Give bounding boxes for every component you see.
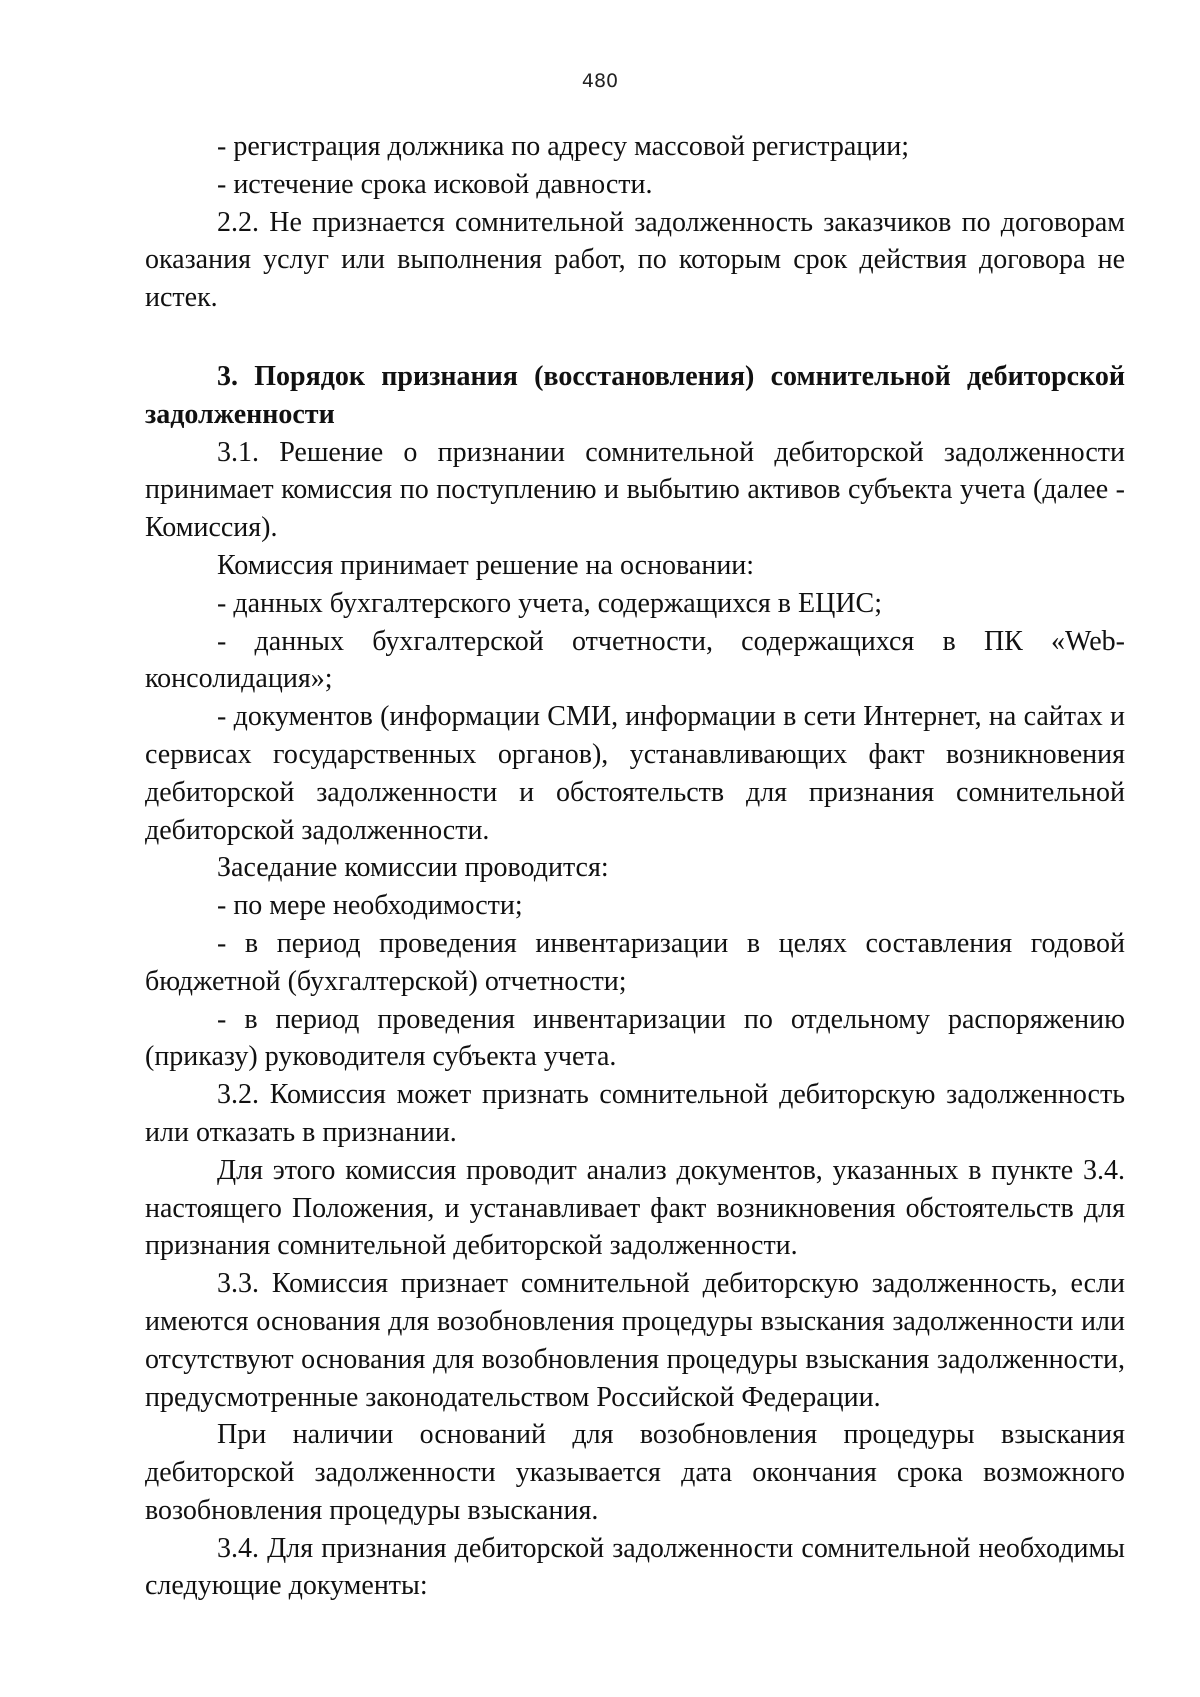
- list-item: - данных бухгалтерского учета, содержащихся в ЕЦИС;: [217, 587, 882, 619]
- document-body: [145, 128, 1125, 1605]
- section-heading: 3. Порядок признания (восстановления) сомнительной дебиторской задолженности: [145, 360, 1125, 430]
- list-item: - данных бухгалтерской отчетности, содержащихся в ПК «Web-консолидация»;: [145, 625, 1125, 695]
- list-item: - документов (информации СМИ, информации в сети Интернет, на сайтах и сервисах государственных органов), устанавливающих факт возникновения дебиторской задолженности и обстоятельств для признания сомнительной дебиторской задолженности.: [145, 701, 1125, 846]
- paragraph: Комиссия принимает решение на основании:: [217, 549, 755, 581]
- paragraph: 3.1. Решение о признании сомнительной дебиторской задолженности принимает комиссия по поступлению и выбытию активов субъекта учета (далее - Комиссия).: [145, 436, 1125, 544]
- paragraph: - регистрация должника по адресу массовой регистрации;: [217, 131, 910, 162]
- paragraph: 2.2. Не признается сомнительной задолженность заказчиков по договорам оказания услуг или выполнения работ, по которым срок действия договора не истек.: [145, 206, 1125, 314]
- paragraph: Заседание комиссии проводится:: [217, 852, 609, 884]
- paragraph: 3.3. Комиссия признает сомнительной дебиторскую задолженность, если имеются основания для возобновления процедуры взыскания задолженности или отсутствуют основания для возобновления процедуры взыскания задолженности, предусмотренные законодательством Российской Федерации.: [145, 1268, 1125, 1413]
- list-item: - по мере необходимости;: [217, 890, 523, 922]
- list-item: - в период проведения инвентаризации по отдельному распоряжению (приказу) руководителя субъекта учета.: [145, 1003, 1125, 1073]
- paragraph: При наличии оснований для возобновления процедуры взыскания дебиторской задолженности указывается дата окончания срока возможного возобновления процедуры взыскания.: [145, 1419, 1125, 1526]
- paragraph: Для этого комиссия проводит анализ документов, указанных в пункте 3.4. настоящего Положения, и устанавливает факт возникновения обстоятельств для признания сомнительной дебиторской задолженности.: [145, 1154, 1125, 1262]
- paragraph: 3.2. Комиссия может признать сомнительной дебиторскую задолженность или отказать в признании.: [145, 1079, 1125, 1148]
- paragraph: - истечение срока исковой давности.: [217, 168, 653, 200]
- page-number: 480: [581, 70, 619, 92]
- paragraph: 3.4. Для признания дебиторской задолженности сомнительной необходимы следующие документы:: [145, 1532, 1125, 1602]
- list-item: - в период проведения инвентаризации в целях составления годовой бюджетной (бухгалтерской) отчетности;: [145, 927, 1125, 997]
